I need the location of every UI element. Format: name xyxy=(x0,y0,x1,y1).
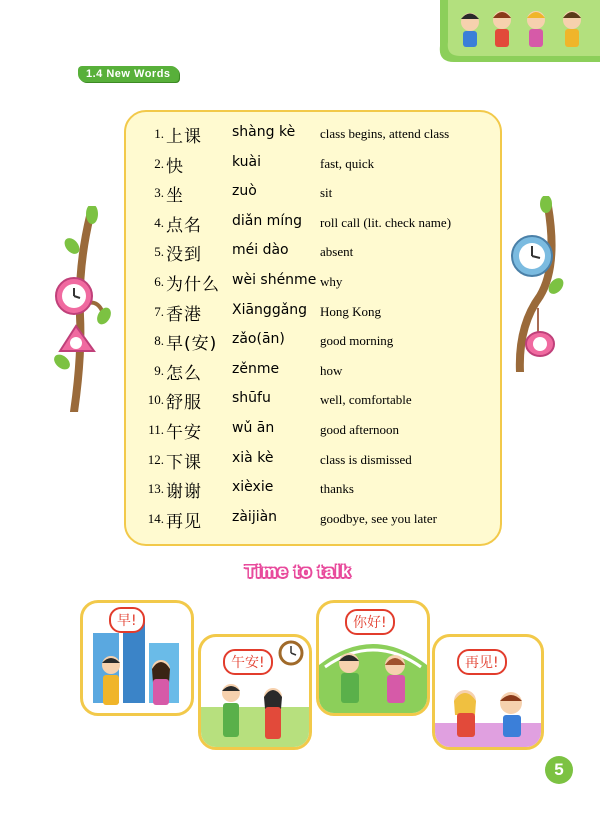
page-number: 5 xyxy=(545,756,573,784)
vocab-row xyxy=(126,236,500,266)
vocab-hanzi: 为什么 xyxy=(166,275,220,295)
vocab-pinyin: shàng kè xyxy=(232,124,296,140)
vocab-english: good afternoon xyxy=(320,422,400,437)
speech-bubble: 你好! xyxy=(345,609,395,635)
vocab-row xyxy=(126,177,500,207)
time-to-talk-heading: Time to talk xyxy=(245,562,352,581)
vocab-hanzi: 怎么 xyxy=(166,363,202,384)
left-clock-tree-illustration xyxy=(52,206,118,412)
vocab-hanzi: 坐 xyxy=(166,186,184,207)
vocab-hanzi: 下课 xyxy=(166,452,202,473)
corner-children-illustration xyxy=(434,0,600,62)
vocab-english: roll call (lit. check name) xyxy=(320,214,452,230)
vocab-pinyin: zàijiàn xyxy=(232,508,278,525)
vocab-pinyin: zuò xyxy=(232,183,257,200)
vocab-pinyin: wǔ ān xyxy=(232,420,275,436)
vocab-row xyxy=(126,207,500,237)
vocab-row xyxy=(126,355,500,385)
speech-bubble: 早! xyxy=(109,607,145,633)
speech-bubble: 再见! xyxy=(457,649,507,675)
vocab-hanzi: 没到 xyxy=(166,245,202,266)
vocab-hanzi: 快 xyxy=(166,156,184,177)
vocab-row xyxy=(126,325,500,355)
vocab-number: 4. xyxy=(154,214,164,230)
vocab-english: absent xyxy=(320,244,354,260)
vocab-pinyin: zěnme xyxy=(232,360,280,377)
vocab-english: why xyxy=(320,274,343,289)
vocab-number: 7. xyxy=(154,303,164,319)
vocab-english: how xyxy=(320,362,343,378)
vocab-pinyin: shūfu xyxy=(232,390,271,407)
vocab-english: Hong Kong xyxy=(320,303,382,319)
vocab-number: 9. xyxy=(154,362,164,378)
vocab-hanzi: 再见 xyxy=(166,511,202,532)
vocab-pinyin: Xiānggǎng xyxy=(232,301,308,318)
vocab-english: class begins, attend class xyxy=(320,126,450,141)
vocab-english: good morning xyxy=(320,333,394,349)
vocab-row xyxy=(126,473,500,503)
comic-panel-afternoon xyxy=(198,634,312,750)
vocab-row xyxy=(126,444,500,474)
vocab-english: sit xyxy=(320,185,333,201)
vocab-hanzi: 早(安) xyxy=(166,334,218,355)
vocab-pinyin: méi dào xyxy=(232,242,289,259)
vocab-row xyxy=(126,414,500,444)
vocab-pinyin: xièxie xyxy=(232,479,274,496)
vocab-pinyin: wèi shénme xyxy=(232,272,317,288)
vocab-hanzi: 舒服 xyxy=(166,393,202,414)
vocab-row xyxy=(126,503,500,533)
comic-panel-goodbye xyxy=(432,634,544,750)
vocab-hanzi: 午安 xyxy=(166,423,202,443)
vocab-number: 5. xyxy=(154,244,164,260)
comic-panel-morning xyxy=(80,600,194,716)
vocab-number: 2. xyxy=(154,155,164,171)
vocab-hanzi: 谢谢 xyxy=(166,482,202,503)
vocab-number: 8. xyxy=(154,333,164,349)
vocab-pinyin: xià kè xyxy=(232,449,274,466)
vocab-number: 6. xyxy=(154,274,164,289)
right-clock-tree-illustration xyxy=(500,196,570,372)
vocab-number: 11. xyxy=(148,422,164,437)
vocab-row xyxy=(126,118,500,148)
vocab-english: fast, quick xyxy=(320,155,375,171)
vocab-number: 14. xyxy=(147,510,164,526)
vocab-english: thanks xyxy=(320,481,354,497)
vocab-number: 3. xyxy=(154,185,164,201)
vocab-english: well, comfortable xyxy=(320,392,412,408)
vocabulary-list xyxy=(124,110,502,546)
vocab-number: 10. xyxy=(147,392,164,408)
vocab-hanzi: 点名 xyxy=(166,215,202,236)
speech-bubble: 午安! xyxy=(223,649,273,675)
vocab-row xyxy=(126,384,500,414)
vocab-pinyin: kuài xyxy=(232,153,262,170)
section-tag: 1.4 New Words xyxy=(78,66,179,82)
vocab-english: class is dismissed xyxy=(320,451,412,467)
vocab-pinyin: zǎo(ān) xyxy=(232,331,285,348)
vocab-hanzi: 上课 xyxy=(166,127,202,147)
comic-panel-hello xyxy=(316,600,430,716)
vocab-hanzi: 香港 xyxy=(166,304,202,325)
vocab-pinyin: diǎn míng xyxy=(232,212,302,229)
vocab-row xyxy=(126,266,500,296)
vocab-english: goodbye, see you later xyxy=(320,510,437,526)
vocab-number: 12. xyxy=(147,451,164,467)
vocab-row xyxy=(126,148,500,178)
vocab-number: 13. xyxy=(147,481,164,497)
vocab-row xyxy=(126,296,500,326)
vocab-number: 1. xyxy=(154,126,164,141)
